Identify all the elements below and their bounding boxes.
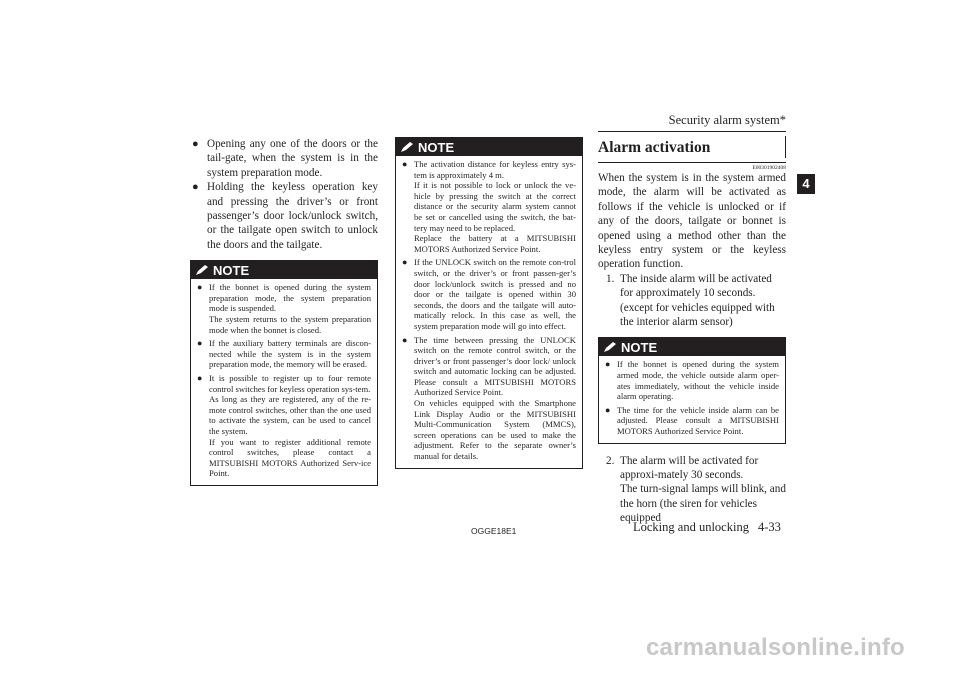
note-box bbox=[598, 337, 786, 443]
section-title: Alarm activation bbox=[598, 137, 786, 163]
note-label: NOTE bbox=[213, 262, 250, 278]
step-item: 1. The inside alarm will be activated for approximately 10 seconds. (except for vehicles equipped with the interior alarm sensor) bbox=[606, 272, 775, 329]
bullet-icon: ● bbox=[197, 338, 203, 349]
note-header bbox=[396, 138, 582, 156]
note-label: NOTE bbox=[418, 139, 455, 155]
note-item: ● It is possible to register up to four remote control switches for keyless operation sys-tem. As long as they are registered, any of the re-mote control switches, other than the one used to activate the system, can be used to cancel the system. If you want to register additional remote control switches, please contact a MITSUBISHI MOTORS Authorized Serv-ice Point. bbox=[197, 373, 371, 479]
header-rule bbox=[598, 131, 786, 132]
note-label: NOTE bbox=[621, 339, 658, 355]
bullet-item: ● Opening any one of the doors or the tail-gate, when the system is in the system preparation mode. bbox=[192, 138, 378, 179]
page-number: 4-33 bbox=[758, 520, 781, 534]
bullet-item: ● Holding the keyless operation key and pressing the driver’s or front passenger’s door lock/unlock switch, or the tailgate open switch to unlock the doors and the tailgate. bbox=[192, 181, 378, 251]
column-3 bbox=[598, 137, 786, 526]
step-item: 2. The alarm will be activated for approxi-mately 30 seconds. The turn-signal lamps will blink, and the horn (the siren for vehicles equipped bbox=[606, 454, 786, 525]
chapter-tab: 4 bbox=[797, 174, 815, 194]
bullet-icon: ● bbox=[402, 159, 408, 169]
column-1 bbox=[190, 137, 378, 486]
note-box bbox=[190, 260, 378, 486]
note-item: ● If the auxiliary battery terminals are discon-nected while the system is in the system preparation mode, the memory will be erased. bbox=[197, 338, 371, 370]
note-header bbox=[191, 261, 377, 279]
note-box bbox=[395, 137, 583, 469]
bullet-icon: ● bbox=[605, 404, 611, 415]
note-item: ● If the bonnet is opened during the system armed mode, the vehicle outside alarm oper-ates immediately, without the vehicle inside alarm operating. bbox=[605, 359, 779, 402]
section-code: E00301902408 bbox=[752, 165, 786, 171]
bullet-icon: ● bbox=[605, 359, 611, 370]
note-item: ● If the UNLOCK switch on the remote con-trol switch, or the driver’s or front passen-ger’s door lock/unlock switch is pressed and no door or the tailgate is opened within 30 seconds, the doors and the tailgate will auto-matically relock. In this case as well, the system preparation mode will go into effect. bbox=[402, 257, 576, 331]
note-pencil-icon bbox=[195, 264, 209, 276]
note-item: ● The time for the vehicle inside alarm can be adjusted. Please consult a MITSUBISHI MOTORS Authorized Service Point. bbox=[605, 404, 779, 437]
note-header bbox=[599, 338, 785, 356]
footer-section: Locking and unlocking bbox=[633, 520, 749, 534]
header-section-title: Security alarm system* bbox=[668, 113, 786, 127]
note-item: ● The time between pressing the UNLOCK switch on the remote control switch, or the driver’s or front passenger’s door lock/ unlock switch and automatic locking can be adjusted. Please consult a MITSUBISHI MOTORS Authorized Service Point. On vehicles equipped with the Smartphone Link Display Audio or the MITSUBISHI Multi-Communication System (MMCS), screen operations can be used to make the adjustment. Refer to the separate owner’s manual for details. bbox=[402, 334, 576, 462]
watermark: carmanualsonline.info bbox=[646, 634, 905, 661]
doc-code: OGGE18E1 bbox=[471, 526, 517, 536]
bullet-icon: ● bbox=[192, 138, 199, 150]
note-item: ● If the bonnet is opened during the system preparation mode, the system preparation mode is suspended. The system returns to the system preparation mode when the bonnet is closed. bbox=[197, 282, 371, 335]
bullet-icon: ● bbox=[402, 334, 408, 345]
bullet-icon: ● bbox=[402, 257, 408, 268]
bullet-icon: ● bbox=[197, 282, 203, 293]
intro-paragraph: When the system is in the system armed mode, the alarm will be activated as follows if the vehicle is unlocked or if any of the doors, tailgate or bonnet is opened using a method other than the keyless entry system or the keyless operation function. bbox=[598, 172, 786, 271]
bullet-icon: ● bbox=[197, 373, 203, 383]
column-2 bbox=[395, 137, 583, 469]
bullet-icon: ● bbox=[192, 181, 199, 194]
note-pencil-icon bbox=[400, 141, 414, 153]
note-item: ● The activation distance for keyless entry sys-tem is approximately 4 m. If it is not possible to lock or unlock the ve-hicle by pressing the switch at the correct distance or the security alarm system cannot be set or cancelled using the switch, the bat-tery may need to be replaced. Replace the battery at a MITSUBISHI MOTORS Authorized Service Point. bbox=[402, 159, 576, 254]
note-pencil-icon bbox=[603, 341, 617, 353]
